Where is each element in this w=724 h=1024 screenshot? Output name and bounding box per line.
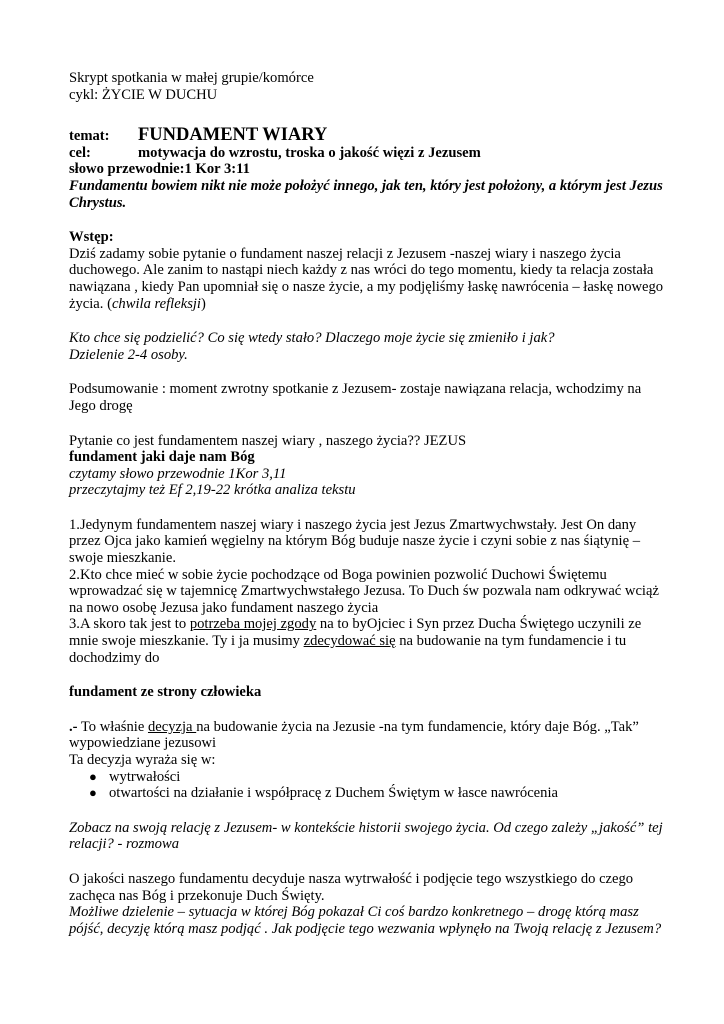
point-3: 3.A skoro tak jest to potrzeba mojej zgody na to byOjciec i Syn przez Ducha Świętego uczynili ze mnie swoje mieszkanie. Ty i ja musimy zdecydować się na budowanie na tym fundamencie i tu dochodzimy do [69,616,642,666]
underline-decide: zdecydować się [303,633,396,650]
reflection-question: Zobacz na swoją relację z Jezusem- w kontekście historii swojego życia. Od czego zależy „jakość” tej relacji? - rozmowa [69,819,663,853]
question-foundation: Pytanie co jest fundamentem naszej wiary , naszego życia?? JEZUS [69,432,467,449]
intro-word: słowo przewodnie:1 Kor 3:11 [69,161,250,178]
goal-row [69,145,669,162]
goal-label: cel: [69,144,91,161]
sharing-note: Dzielenie 2-4 osoby. [69,346,188,363]
underline-need: potrzeba mojej zgody [189,616,317,633]
summary-paragraph: Podsumowanie : moment zwrotny spotkanie z Jezusem- zostaje nawiązana relacja, wchodzimy na Jego drogę [69,381,642,414]
bible-quote: Fundamentu bowiem nikt nie może położyć innego, jak ten, który jest położony, a którym jest Jezus Chrystus. [69,177,663,211]
decision-paragraph: .- To właśnie decyzja na budowanie życia na Jezusie -na tym fundamencie, który daje Bóg. „Tak” wypowiedziane jezusowi [69,718,639,752]
foundation-god-heading: fundament jaki daje nam Bóg [69,449,255,466]
reading-2: przeczytajmy też Ef 2,19-22 krótka analiza tekstu [69,482,356,499]
foundation-human-heading: fundament ze strony człowieka [69,684,262,701]
intro-paragraph: Dziś zadamy sobie pytanie o fundament naszej relacji z Jezusem -naszej wiary i naszego życia duchowego. Ale zanim to nastąpi niech każdy z nas wróci do tego momentu, kiedy ta relacja została nawiązana , kiedy Pan upomniał się o nasze życie, a my podjęliśmy łaskę nawrócenia – łaskę nowego życia. (chwila refleksji) [69,245,664,312]
decision-expressed: Ta decyzja wyraża się w: [69,752,216,768]
topic-label: temat: [69,128,110,145]
cycle-line: cykl: ŻYCIE W DUCHU [69,86,218,103]
question-1: Kto chce się podzielić? Co się wtedy stało? Dlaczego moje życie się zmieniło i jak? [69,330,555,347]
point-2: 2.Kto chce mieć w sobie życie pochodzące od Boga powinien pozwolić Duchowi Świętemu wprowadzać się w tajemnicę Zmartwychwstałego Jezusa. To Duch św pozwala nam odkrywać wciąż na nowo osobę Jezusa jako fundament naszego życia [69,566,659,616]
bullet-icon: ● [89,768,97,784]
bullet-list [69,769,669,802]
topic-title: FUNDAMENT WIARY [138,125,328,146]
document-body [69,70,669,937]
section-heading-intro: Wstęp: [69,229,114,246]
possible-sharing: Możliwe dzielenie – sytuacja w której Bóg pokazał Ci coś bardzo konkretnego – drogę którą masz pójść, decyzję którą masz podjąć . Jak podjęcie tego wezwania wpłynęło na Twoją relację z Jezusem? [69,904,662,937]
goal-text: motywacja do wzrostu, troska o jakość więzi z Jezusem [138,144,481,161]
topic-row [69,127,669,145]
underline-decision: decyzja [147,718,197,735]
list-item: ● otwartości na działanie i współpracę z Duchem Świętym w łasce nawrócenia [89,785,558,802]
bullet-icon: ● [89,785,97,801]
script-line: Skrypt spotkania w małej grupie/komórce [69,70,314,86]
point-1: 1.Jedynym fundamentem naszej wiary i naszego życia jest Jezus Zmartwychwstały. Jest On dany przez Ojca jako kamień węgielny na którym Bóg buduje nasze życie i czyni sobie z nas śiątynię – swoje mieszkanie. [69,516,640,567]
quality-paragraph: O jakości naszego fundamentu decyduje nasza wytrwałość i podjęcie tego wszystkiego do czego zachęca nas Bóg i przekonuje Duch Święty. [69,870,634,904]
list-item: ● wytrwałości [89,768,181,785]
reading-1: czytamy słowo przewodnie 1Kor 3,11 [69,465,287,482]
